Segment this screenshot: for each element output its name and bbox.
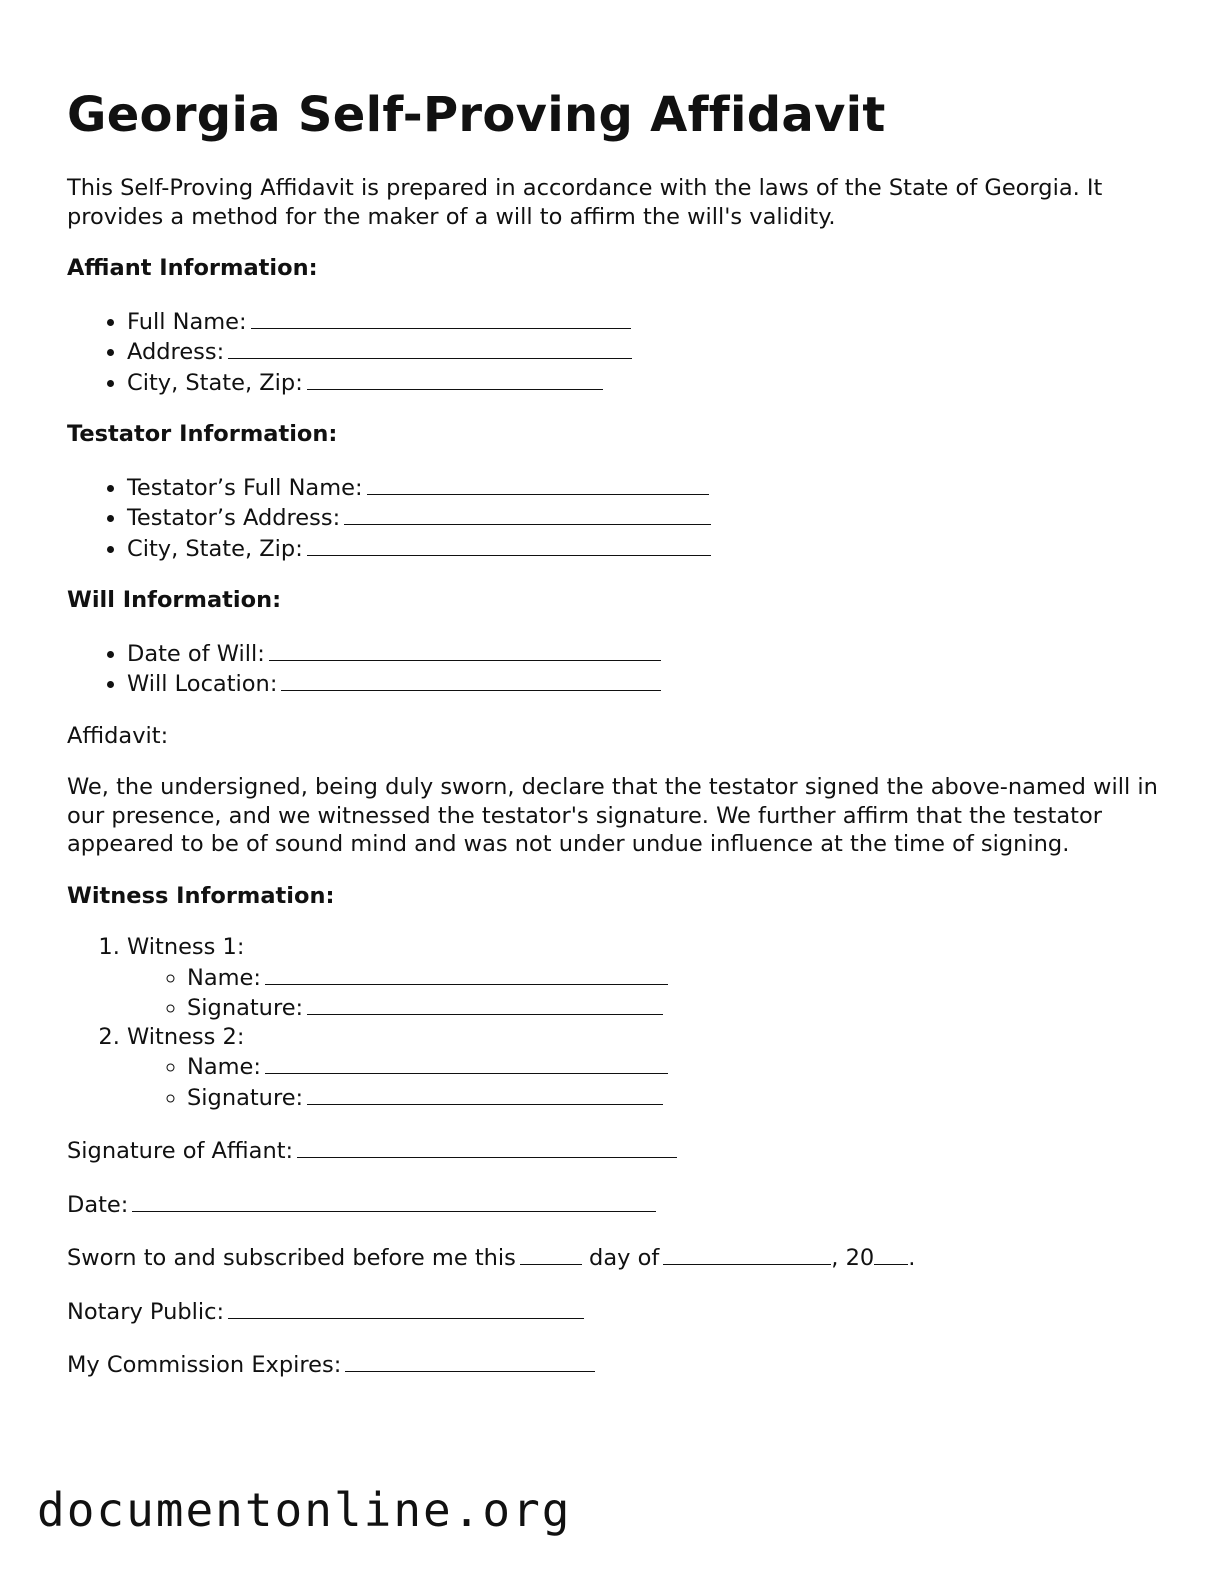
sworn-month-blank[interactable]	[663, 1242, 831, 1265]
affiant-signature-line	[67, 1135, 1177, 1166]
witness-heading: Witness Information:	[67, 882, 335, 909]
intro-paragraph: This Self-Proving Affidavit is prepared in accordance with the laws of the State of Georgia. It provides a method for the maker of a will to affirm the will's validity.	[67, 175, 1103, 230]
affiant-heading: Affiant Information:	[67, 255, 318, 281]
commission-expires-line	[67, 1349, 1177, 1380]
testator-address-blank[interactable]	[344, 502, 711, 525]
witness-fields	[127, 962, 1177, 1023]
field-label: Notary Public:	[67, 1298, 225, 1325]
witness-signature-field	[187, 992, 1177, 1023]
sworn-year-blank[interactable]	[874, 1242, 908, 1265]
date-blank[interactable]	[132, 1189, 656, 1212]
witness-1-name-blank[interactable]	[265, 962, 668, 985]
testator-city-blank[interactable]	[307, 533, 711, 556]
will-heading: Will Information:	[67, 587, 282, 613]
sworn-prefix: Sworn to and subscribed before me this	[67, 1245, 516, 1271]
sworn-suffix: .	[908, 1245, 916, 1271]
testator-heading: Testator Information:	[67, 421, 338, 447]
testator-full-name-blank[interactable]	[367, 472, 709, 495]
affiant-address-blank[interactable]	[228, 336, 632, 359]
affiant-address-field	[127, 336, 1177, 367]
commission-expires-blank[interactable]	[345, 1349, 595, 1372]
field-label: Testator’s Full Name:	[127, 474, 363, 501]
document	[67, 84, 1177, 1380]
field-label: Signature of Affiant:	[67, 1138, 294, 1164]
witness-name-field	[187, 1051, 1177, 1082]
witness-item	[127, 1023, 1177, 1113]
affiant-fields	[67, 306, 1177, 398]
witness-2-name-blank[interactable]	[265, 1051, 668, 1074]
field-label: Date:	[67, 1191, 129, 1218]
witness-signature-field	[187, 1082, 1177, 1113]
witness-label: Witness 2:	[127, 1023, 245, 1050]
field-label: Address:	[127, 339, 225, 365]
affidavit-heading: Affidavit:	[67, 722, 169, 749]
will-location-field	[127, 668, 1177, 699]
testator-city-field	[127, 533, 1177, 564]
witness-label: Witness 1:	[127, 934, 245, 960]
affiant-full-name-field	[127, 306, 1177, 337]
will-date-blank[interactable]	[269, 638, 661, 661]
sworn-line	[67, 1242, 1177, 1273]
field-label: My Commission Expires:	[67, 1352, 342, 1378]
field-label: Signature:	[187, 995, 304, 1021]
will-location-blank[interactable]	[281, 668, 661, 691]
field-label: Will Location:	[127, 671, 278, 697]
witness-name-field	[187, 962, 1177, 993]
will-fields	[67, 638, 1177, 699]
page-title: Georgia Self-Proving Affidavit	[67, 87, 886, 143]
field-label: Signature:	[187, 1084, 304, 1111]
notary-public-blank[interactable]	[228, 1296, 584, 1319]
watermark: documentonline.org	[37, 1483, 572, 1537]
field-label: City, State, Zip:	[127, 369, 303, 396]
witness-2-signature-blank[interactable]	[307, 1082, 663, 1105]
witness-1-signature-blank[interactable]	[307, 992, 663, 1015]
affiant-city-field	[127, 367, 1177, 398]
witness-item	[127, 933, 1177, 1023]
affiant-signature-blank[interactable]	[297, 1135, 677, 1158]
will-date-field	[127, 638, 1177, 669]
testator-address-field	[127, 502, 1177, 533]
date-line	[67, 1189, 1177, 1220]
sworn-year-prefix: , 20	[831, 1245, 875, 1271]
affiant-city-blank[interactable]	[307, 367, 603, 390]
testator-full-name-field	[127, 472, 1177, 503]
field-label: Full Name:	[127, 308, 247, 335]
field-label: Date of Will:	[127, 640, 265, 667]
sworn-day-of: day of	[589, 1245, 660, 1271]
field-label: Name:	[187, 1054, 261, 1080]
affiant-full-name-blank[interactable]	[251, 306, 631, 329]
field-label: City, State, Zip:	[127, 535, 303, 562]
field-label: Testator’s Address:	[127, 505, 341, 531]
notary-public-line	[67, 1296, 1177, 1327]
sworn-day-blank[interactable]	[520, 1242, 582, 1265]
testator-fields	[67, 472, 1177, 564]
affidavit-body: We, the undersigned, being duly sworn, declare that the testator signed the above-named will in our presence, and we witnessed the testator's signature. We further affirm that the testator appeared to be of sound mind and was not under undue influence at the time of signing.	[67, 774, 1158, 857]
field-label: Name:	[187, 964, 261, 991]
witness-fields	[127, 1051, 1177, 1112]
witness-list	[67, 933, 1177, 1112]
